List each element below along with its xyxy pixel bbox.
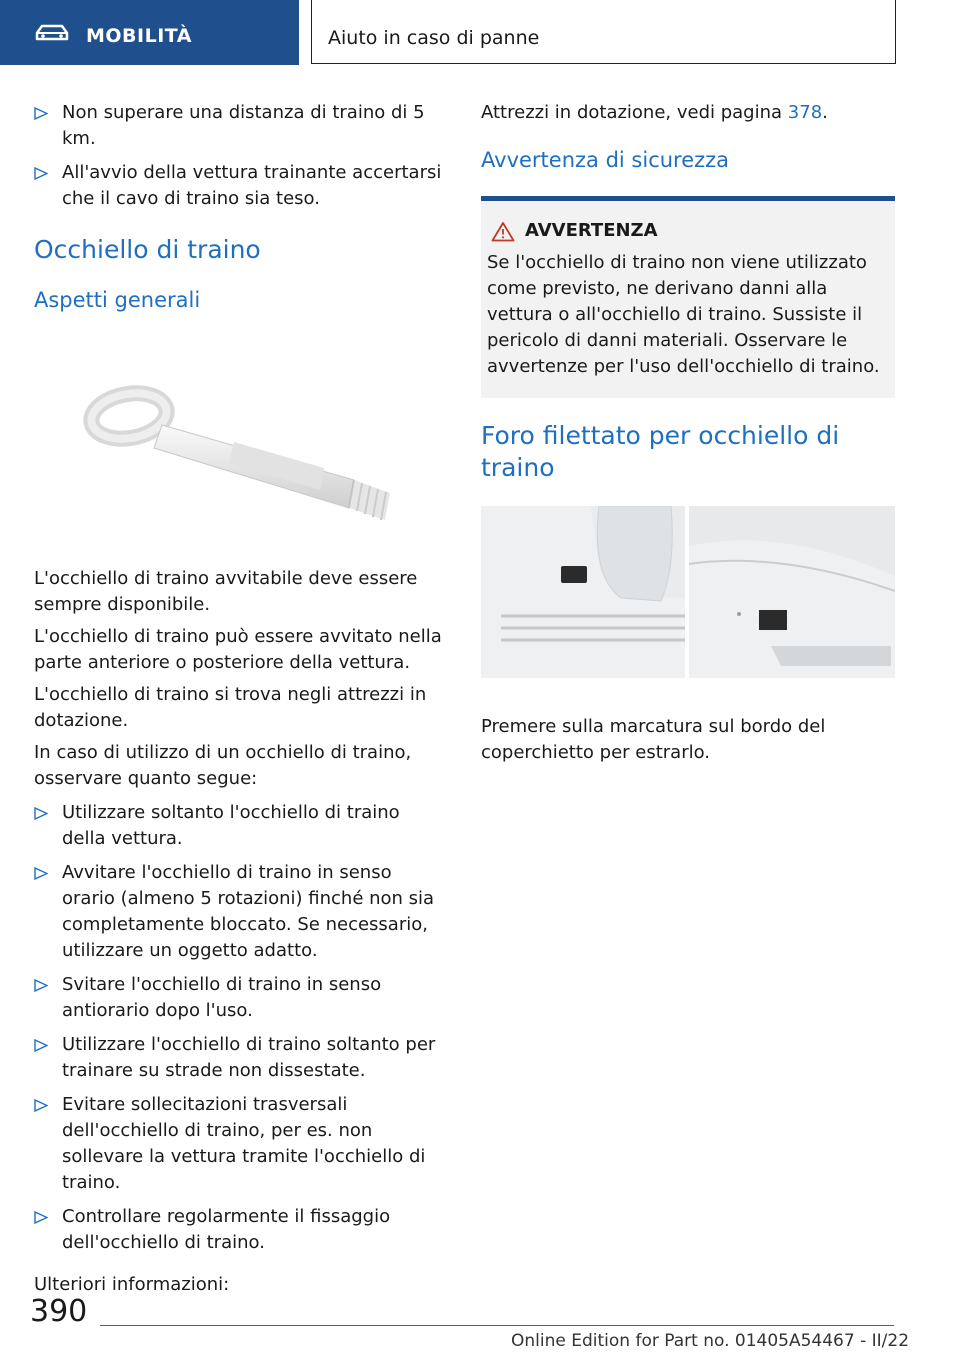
footer-divider [100, 1325, 894, 1326]
tools-end: . [822, 102, 828, 123]
list-item-text: All'avvio della vettura trainante accertarsi che il cavo di traino sia teso. [62, 162, 442, 209]
bullet-triangle-icon [34, 107, 48, 120]
list-item [34, 160, 448, 212]
warning-label: AVVERTENZA [525, 220, 658, 241]
list-item [34, 1032, 448, 1084]
section-heading: Foro filettato per occhiello di traino [481, 421, 840, 482]
page-link[interactable]: 378 [787, 102, 823, 123]
paragraph: L'occhiello di traino si trova negli attrezzi in dotazione. [34, 684, 427, 731]
bullet-triangle-icon [34, 1211, 48, 1224]
bullet-triangle-icon [34, 979, 48, 992]
bullet-triangle-icon [34, 807, 48, 820]
list-item-text: Controllare regolarmente il fissaggio dell'occhiello di traino. [62, 1206, 391, 1253]
list-item [34, 1092, 448, 1196]
paragraph: In caso di utilizzo di un occhiello di traino, osservare quanto segue: [34, 742, 412, 789]
list-item [34, 1204, 448, 1256]
list-item-text: Utilizzare l'occhiello di traino soltanto per trainare su strade non dissestate. [62, 1034, 436, 1081]
edition-text: Online Edition for Part no. 01405A54467 - II/22 [511, 1331, 910, 1351]
section-heading: Occhiello di traino [34, 235, 261, 264]
section-tab [0, 0, 299, 65]
paragraph: L'occhiello di traino può essere avvitato nella parte anteriore o posteriore della vettura. [34, 626, 442, 673]
right-column [481, 100, 895, 766]
warning-title [487, 218, 889, 244]
list-item [34, 860, 448, 964]
paragraph: Premere sulla marcatura sul bordo del coperchietto per estrarlo. [481, 716, 826, 763]
car-icon [34, 24, 70, 42]
list-item-text: Svitare l'occhiello di traino in senso antiorario dopo l'uso. [62, 974, 382, 1021]
section-label: MOBILITÀ [86, 25, 192, 47]
list-item-text: Evitare sollecitazioni trasversali dell'occhiello di traino, per es. non sollevare la vettura tramite l'occhiello di traino. [62, 1094, 426, 1193]
paragraph: Ulteriori informazioni: [34, 1274, 230, 1295]
paragraph: L'occhiello di traino avvitabile deve essere sempre disponibile. [34, 568, 418, 615]
bullet-triangle-icon [34, 1099, 48, 1112]
list-item-text: Avvitare l'occhiello di traino in senso orario (almeno 5 rotazioni) finché non sia completamente bloccato. Se necessario, utilizzare un oggetto adatto. [62, 862, 435, 961]
warning-text: Se l'occhiello di traino non viene utilizzato come previsto, ne derivano danni alla vettura o all'occhiello di traino. Sussiste il pericolo di danni materiali. Osservare le avvertenze per l'uso dell'occhiello di traino. [487, 252, 880, 377]
list-item [34, 100, 448, 152]
bullet-triangle-icon [34, 867, 48, 880]
list-item-text: Utilizzare soltanto l'occhiello di traino della vettura. [62, 802, 400, 849]
bullet-triangle-icon [34, 167, 48, 180]
subsection-heading: Avvertenza di sicurezza [481, 148, 730, 172]
tools-text: Attrezzi in dotazione, vedi pagina [481, 102, 783, 123]
warning-box [481, 196, 895, 398]
tow-hook-image [34, 330, 448, 548]
subsection-heading: Aspetti generali [34, 288, 201, 312]
paragraph [481, 100, 895, 126]
bullet-triangle-icon [34, 1039, 48, 1052]
tow-eye-socket-image [481, 506, 895, 678]
list-item [34, 800, 448, 852]
left-column [34, 100, 448, 1298]
chapter-title: Aiuto in caso di panne [328, 27, 540, 49]
list-item-text: Non superare una distanza di traino di 5 km. [62, 102, 425, 149]
warning-icon [491, 221, 515, 242]
page-number: 390 [30, 1294, 88, 1329]
chapter-header [311, 0, 896, 64]
list-item [34, 972, 448, 1024]
